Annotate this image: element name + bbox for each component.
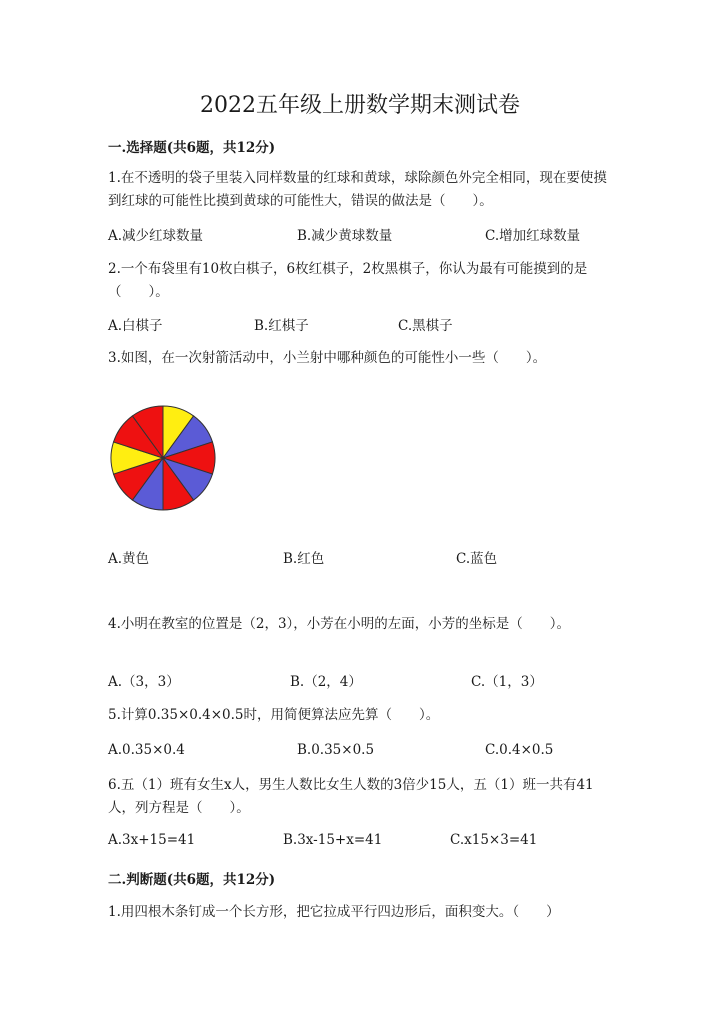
question-3: 3.如图，在一次射箭活动中，小兰射中哪种颜色的可能性小一些（ ）。 (108, 350, 547, 366)
q2-option-a: A.白棋子 (108, 318, 163, 334)
question-2: 2.一个布袋里有10枚白棋子，6枚红棋子，2枚黑棋子，你认为最有可能摸到的是（ ）。 (108, 261, 588, 300)
q3-option-b: B.红色 (283, 551, 325, 567)
question-1: 1.在不透明的袋子里装入同样数量的红球和黄球，球除颜色外完全相同，现在要使摸到红球的可能性比摸到黄球的可能性大，错误的做法是（ ）。 (108, 170, 607, 209)
q6-option-b: B.3x-15+x=41 (283, 832, 383, 848)
q4-option-a: A.（3，3） (108, 674, 180, 690)
q5-option-b: B.0.35×0.5 (297, 742, 375, 758)
section-heading-choice: 一.选择题(共6题，共12分) (108, 140, 276, 156)
q4-option-c: C.（1，3） (471, 674, 543, 690)
page-title: 2022五年级上册数学期末测试卷 (200, 93, 520, 118)
q6-option-a: A.3x+15=41 (108, 832, 196, 848)
question-5: 5.计算0.35×0.4×0.5时，用简便算法应先算（ ）。 (108, 707, 440, 723)
q2-option-c: C.黑棋子 (398, 318, 453, 334)
q3-option-a: A.黄色 (108, 551, 150, 567)
question-4: 4.小明在教室的位置是（2，3），小芳在小明的左面，小芳的坐标是（ ）。 (108, 616, 571, 632)
q6-option-c: C.x15×3=41 (450, 832, 538, 848)
q1-option-c: C.增加红球数量 (485, 228, 581, 244)
question-6: 6.五（1）班有女生x人，男生人数比女生人数的3倍少15人，五（1）班一共有41人，列方程是（ ）。 (108, 777, 594, 816)
q4-option-b: B.（2，4） (290, 674, 362, 690)
q2-option-b: B.红棋子 (254, 318, 309, 334)
q5-option-a: A.0.35×0.4 (108, 742, 185, 758)
judge-question-1: 1.用四根木条钉成一个长方形，把它拉成平行四边形后，面积变大。（ ） (108, 904, 560, 920)
q1-option-a: A.减少红球数量 (108, 228, 204, 244)
q3-option-c: C.蓝色 (456, 551, 498, 567)
target-pie-figure (108, 403, 218, 513)
section-heading-judge: 二.判断题(共6题，共12分) (108, 872, 276, 888)
q1-option-b: B.减少黄球数量 (297, 228, 393, 244)
q5-option-c: C.0.4×0.5 (485, 742, 554, 758)
